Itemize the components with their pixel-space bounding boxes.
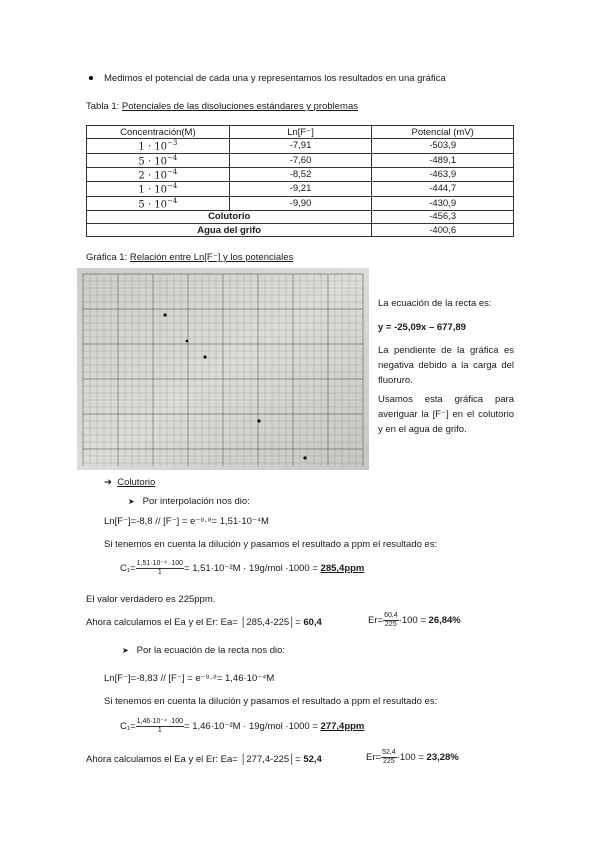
colutorio-title: Colutorio bbox=[117, 477, 156, 488]
er-formula-1: Er= $\frac{60,4}{225}$ ·100 = 26,84% bbox=[368, 612, 461, 628]
data-point bbox=[303, 456, 306, 459]
table-row-sample bbox=[87, 210, 514, 223]
true-value-text: El valor verdadero es 225ppm. bbox=[86, 594, 216, 605]
c2-formula bbox=[120, 718, 364, 735]
table-caption-prefix: Tabla 1: bbox=[86, 101, 122, 112]
figure-caption-prefix: Gráfica 1: bbox=[86, 252, 130, 263]
sample-label: Colutorio bbox=[87, 210, 372, 223]
potential-cell: -444,7 bbox=[372, 182, 514, 196]
header-ln: Ln[F⁻] bbox=[229, 126, 372, 139]
potential-cell: -430,9 bbox=[372, 196, 514, 210]
ln-cell: -7,91 bbox=[229, 139, 372, 153]
figure-caption-title: Relación entre Ln[F⁻] y los potenciales bbox=[129, 252, 294, 263]
ea2-value: 52,4 bbox=[303, 754, 322, 765]
table-row bbox=[87, 196, 514, 210]
equation: y = -25,09x – 677,89 bbox=[378, 322, 466, 333]
er-formula-2: Er= $\frac{52,4}{225}$ ·100 = 23,28% bbox=[366, 749, 459, 765]
graph-paper-photo bbox=[77, 268, 369, 470]
potential-cell: -489,1 bbox=[372, 153, 514, 167]
c1-formula bbox=[120, 560, 364, 577]
c2-label: C₁= bbox=[120, 721, 136, 733]
data-point bbox=[163, 313, 166, 316]
dilution-text: Si tenemos en cuenta la dilución y pasamos el resultado a ppm el resultado es: bbox=[104, 539, 438, 550]
table-row bbox=[87, 167, 514, 181]
errors-line-2: Ahora calculamos el Ea y el Er: Ea= │277,4-225│= 52,4 bbox=[86, 754, 322, 765]
sample-label: Agua del grifo bbox=[87, 224, 372, 237]
table-caption-title: Potenciales de las disoluciones estándares y problemas bbox=[121, 101, 358, 112]
line-title: Por la ecuación de la recta nos dio: bbox=[136, 645, 286, 656]
ln-cell: -9,21 bbox=[229, 182, 372, 196]
interp-line: Ln[F⁻]=-8,8 // [F⁻] = e⁻⁸·⁸= 1,51·10⁻⁴M bbox=[104, 516, 269, 527]
data-point bbox=[257, 419, 260, 422]
graph-paper-grid bbox=[77, 268, 369, 470]
ln-cell: -7,60 bbox=[229, 153, 372, 167]
triangle-bullet-icon: ➤ bbox=[122, 646, 129, 655]
er2-value: 23,28% bbox=[426, 752, 459, 764]
line-heading bbox=[122, 645, 285, 656]
potential-cell: -456,3 bbox=[372, 210, 514, 223]
ln-cell: -9,90 bbox=[229, 196, 372, 210]
c2-result: 277,4ppm bbox=[320, 721, 365, 733]
c1-fraction: $\frac{\text{1,51·10⁻⁴ ·100}}{1}$ bbox=[136, 560, 184, 576]
c1-result: 285,4ppm bbox=[320, 563, 365, 575]
ln-cell: -8,52 bbox=[229, 167, 372, 181]
intro-text: Medimos el potencial de cada una y representamos los resultados en una gráfica bbox=[104, 73, 446, 84]
data-point bbox=[186, 340, 189, 343]
potential-cell: -400,6 bbox=[372, 224, 514, 237]
er-value: 26,84% bbox=[428, 615, 461, 627]
colutorio-heading bbox=[104, 477, 155, 488]
c2-fraction: $\frac{\text{1,46·10⁻⁴ ·100}}{1}$ bbox=[136, 718, 184, 734]
potential-cell: -503,9 bbox=[372, 139, 514, 153]
grid-lines bbox=[83, 274, 363, 466]
c2-rest: = 1,46·10⁻²M · 19g/mol ·1000 = bbox=[184, 721, 321, 733]
interp-title: Por interpolación nos dio: bbox=[142, 496, 250, 507]
slope-note: La pendiente de la gráfica es negativa debido a la carga del fluoruro. bbox=[378, 345, 514, 386]
concentration-cell: $1 \cdot 10^{-3}$ bbox=[87, 139, 230, 153]
header-potential: Potencial (mV) bbox=[372, 126, 514, 139]
line-line: Ln[F⁻]=-8,83 // [F⁻] = e⁻⁸·⁸= 1,46·10⁻⁴M bbox=[104, 673, 275, 684]
concentration-cell: $5 \cdot 10^{-4}$ bbox=[87, 196, 230, 210]
concentration-cell: $2 \cdot 10^{-4}$ bbox=[87, 167, 230, 181]
data-point bbox=[203, 355, 206, 358]
triangle-bullet-icon: ➤ bbox=[128, 497, 135, 506]
dilution-text-2: Si tenemos en cuenta la dilución y pasamos el resultado a ppm el resultado es: bbox=[104, 696, 438, 707]
table-row bbox=[87, 153, 514, 167]
potentials-table bbox=[86, 125, 514, 237]
errors-line-1: Ahora calculamos el Ea y el Er: Ea= │285,4-225│= 60,4 bbox=[86, 617, 322, 628]
interp-heading bbox=[128, 496, 250, 507]
arrow-icon: ➔ bbox=[104, 477, 112, 488]
figure-caption bbox=[86, 252, 293, 263]
usage-note: Usamos esta gráfica para averiguar la [F⁻] en el colutorio y en el agua de grifo. bbox=[378, 394, 514, 435]
table-row bbox=[87, 182, 514, 196]
table-row-sample bbox=[87, 224, 514, 237]
ea-value: 60,4 bbox=[303, 617, 322, 628]
table-header-row bbox=[87, 126, 514, 139]
c1-rest: = 1,51·10⁻²M · 19g/mol ·1000 = bbox=[184, 563, 321, 575]
bullet-dot bbox=[89, 76, 93, 80]
concentration-cell: $5 \cdot 10^{-4}$ bbox=[87, 153, 230, 167]
concentration-cell: $1 \cdot 10^{-4}$ bbox=[87, 182, 230, 196]
header-concentration: Concentración(M) bbox=[87, 126, 230, 139]
table-caption bbox=[86, 101, 358, 112]
c1-label: C₁= bbox=[120, 563, 136, 575]
potential-cell: -463,9 bbox=[372, 167, 514, 181]
table-row bbox=[87, 139, 514, 153]
equation-intro: La ecuación de la recta es: bbox=[378, 298, 492, 309]
